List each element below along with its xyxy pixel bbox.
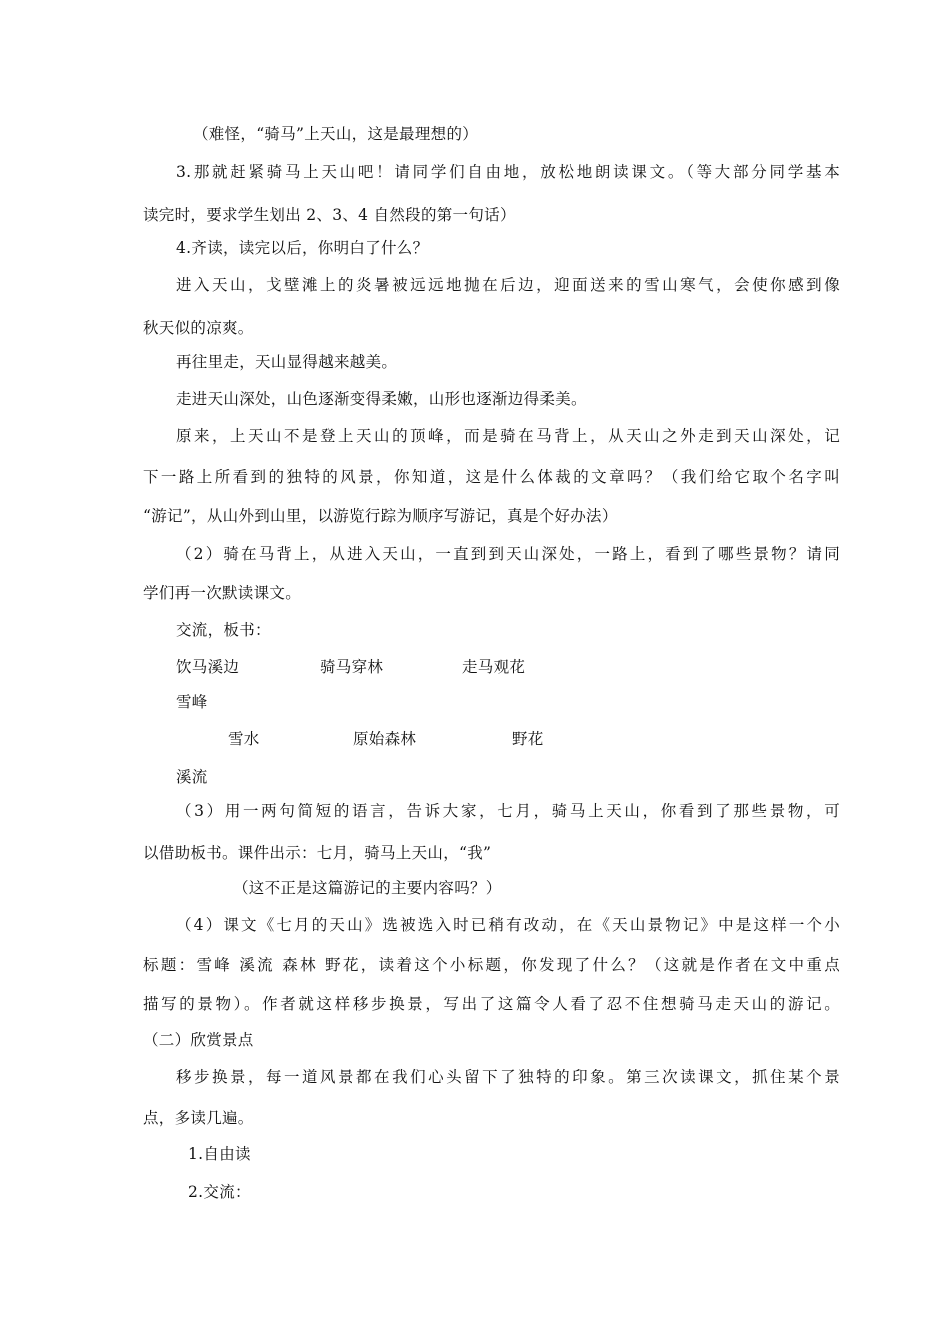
text-line-15: （3）用一两句简短的语言，告诉大家，七月，骑马上天山，你看到了那些景物，可 <box>176 802 840 820</box>
text-line-21: 移步换景，每一道风景都在我们心头留下了独特的印象。第三次读课文，抓住某个景 <box>176 1068 840 1086</box>
text-line-5: 进入天山，戈壁滩上的炎暑被远远地抛在后边，迎面送来的雪山寒气，会使你感到像 <box>176 276 840 294</box>
section-heading: （二）欣赏景点 <box>143 1031 254 1049</box>
board-item-5: 雪水 <box>228 730 260 748</box>
text-line-16: 以借助板书。课件出示：七月，骑马上天山，“我” <box>143 844 492 862</box>
text-line-20: 描写的景物）。作者就这样移步换景，写出了这篇令人看了忍不住想骑马走天山的游记。 <box>143 995 840 1013</box>
text-line-18: （4）课文《七月的天山》选被选入时已稍有改动，在《天山景物记》中是这样一个小 <box>176 916 840 934</box>
text-line-22: 点，多读几遍。 <box>143 1109 254 1127</box>
text-line-3: 读完时，要求学生划出 2、3、4 自然段的第一句话） <box>143 206 516 224</box>
board-item-2: 骑马穿林 <box>320 658 384 676</box>
text-line-24: 2.交流： <box>188 1183 251 1201</box>
text-line-4: 4.齐读，读完以后，你明白了什么？ <box>176 239 429 257</box>
text-line-10: 下一路上所看到的独特的风景，你知道，这是什么体裁的文章吗？（我们给它取个名字叫 <box>143 468 840 486</box>
text-line-8: 走进天山深处，山色逐渐变得柔嫩，山形也逐渐边得柔美。 <box>176 390 587 408</box>
board-item-8: 溪流 <box>176 768 208 786</box>
text-line-12: （2）骑在马背上，从进入天山，一直到到天山深处，一路上，看到了哪些景物？请同 <box>176 545 840 563</box>
text-line-9: 原来，上天山不是登上天山的顶峰，而是骑在马背上，从天山之外走到天山深处，记 <box>176 427 840 445</box>
board-item-4: 雪峰 <box>176 693 208 711</box>
text-line-11: “游记”，从山外到山里，以游览行踪为顺序写游记，真是个好办法） <box>143 507 618 525</box>
board-item-3: 走马观花 <box>462 658 526 676</box>
text-line-19: 标题：雪峰 溪流 森林 野花，读着这个小标题，你发现了什么？（这就是作者在文中重点 <box>143 956 840 974</box>
text-line-23: 1.自由读 <box>188 1145 251 1163</box>
board-item-7: 野花 <box>512 730 544 748</box>
board-item-1: 饮马溪边 <box>176 658 240 676</box>
text-line-1: （难怪，“骑马”上天山，这是最理想的） <box>193 125 479 143</box>
text-line-6: 秋天似的凉爽。 <box>143 319 254 337</box>
text-line-7: 再往里走，天山显得越来越美。 <box>176 353 398 371</box>
text-line-2: 3.那就赶紧骑马上天山吧！请同学们自由地，放松地朗读课文。（等大部分同学基本 <box>176 163 840 181</box>
text-line-13: 学们再一次默读课文。 <box>143 584 302 602</box>
text-line-17: （这不正是这篇游记的主要内容吗？） <box>233 879 502 897</box>
text-line-14: 交流，板书： <box>176 621 271 639</box>
board-item-6: 原始森林 <box>353 730 417 748</box>
